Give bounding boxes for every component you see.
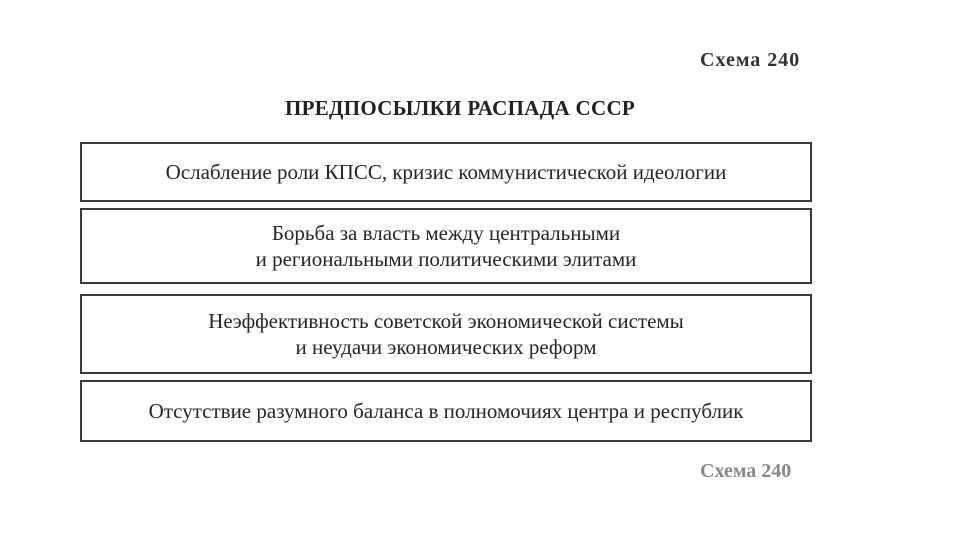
premise-box-4 xyxy=(80,380,812,442)
scheme-number-bottom xyxy=(700,460,830,482)
premise-box-3-line-2: и неудачи экономических реформ xyxy=(295,335,597,359)
premise-box-4-line-1: Отсутствие разумного баланса в полномочиях центра и республик xyxy=(148,399,744,423)
premise-box-2-line-2: и региональными политическими элитами xyxy=(255,247,637,271)
premise-box-3-line-1: Неэффективность советской экономической системы xyxy=(208,309,684,333)
premise-box-1 xyxy=(80,142,812,202)
scheme-number-text: Схема 240 xyxy=(700,49,801,71)
premise-box-1-line-1: Ослабление роли КПСС, кризис коммунистической идеологии xyxy=(165,160,727,184)
premise-box-2-line-1: Борьба за власть между центральными xyxy=(271,221,621,245)
premise-box-2 xyxy=(80,208,812,284)
scheme-number-bottom-text: Схема 240 xyxy=(700,460,792,482)
premise-box-3 xyxy=(80,294,812,374)
diagram-title: ПРЕДПОСЫЛКИ РАСПАДА СССР xyxy=(284,96,636,120)
scheme-number-top xyxy=(700,50,830,72)
